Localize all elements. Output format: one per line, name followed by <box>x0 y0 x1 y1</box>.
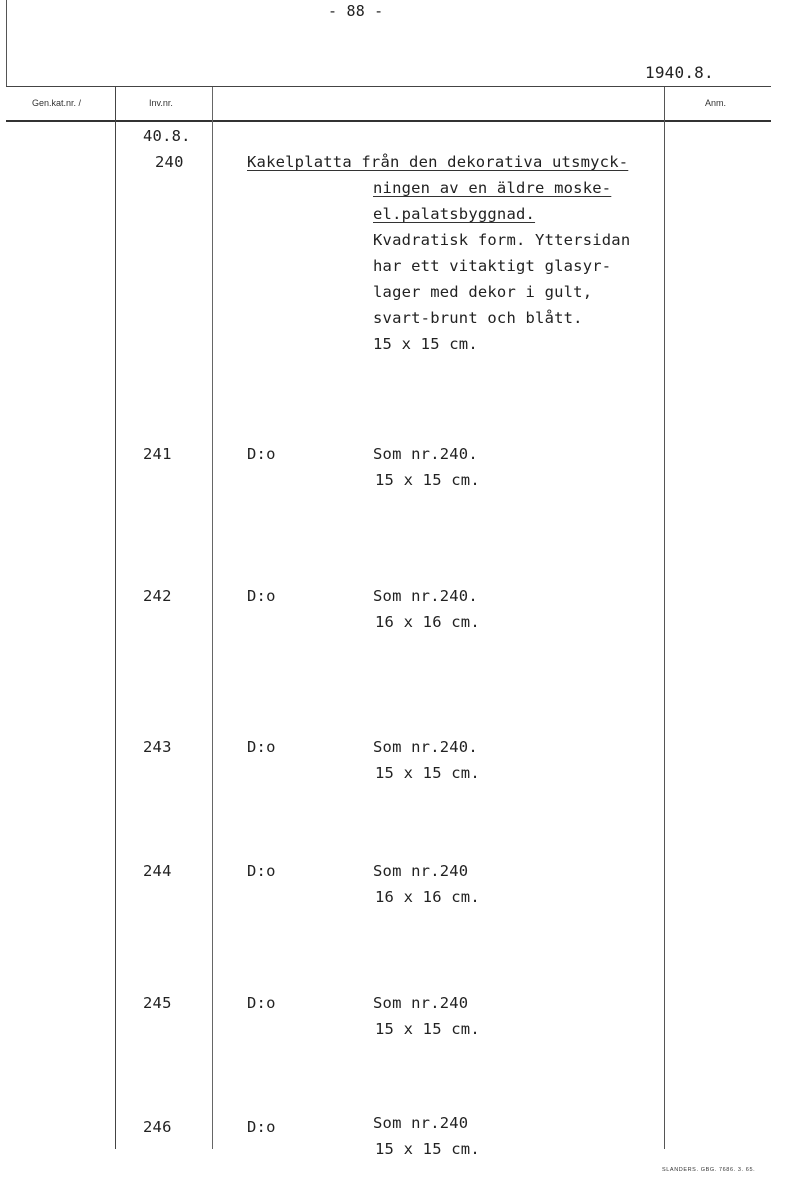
entry-245-size: 15 x 15 cm. <box>375 1020 480 1038</box>
entry-242-name: D:o <box>247 587 276 605</box>
page-number: - 88 - <box>328 2 384 20</box>
printer-mark: SLANDERS. GBG. 7686. 3. 65. <box>662 1167 756 1173</box>
header-bottom-rule <box>6 120 771 122</box>
entry-244-number: 244 <box>143 862 172 880</box>
description-line: Kvadratisk form. Yttersidan <box>373 231 631 249</box>
entry-243-number: 243 <box>143 738 172 756</box>
column-rule-inv-desc <box>212 87 213 1149</box>
entry-244-name: D:o <box>247 862 276 880</box>
entry-240-prefix: 40.8. <box>143 127 191 145</box>
column-header-anm: Anm. <box>705 98 727 108</box>
entry-246-number: 246 <box>143 1118 172 1136</box>
entry-242-size: 16 x 16 cm. <box>375 613 480 631</box>
entry-241-ref: Som nr.240. <box>373 445 478 463</box>
entry-246-size: 15 x 15 cm. <box>375 1140 480 1158</box>
left-margin-rule <box>6 0 7 86</box>
entry-245-number: 245 <box>143 994 172 1012</box>
entry-246-name: D:o <box>247 1118 276 1136</box>
column-rule-gen-inv <box>115 87 116 1149</box>
entry-240-title: Kakelplatta från den dekorativa utsmyck- <box>247 153 629 171</box>
entry-246-ref: Som nr.240 <box>373 1114 469 1132</box>
column-header-gen-kat: Gen.kat.nr. / <box>32 98 82 108</box>
entry-244-size: 16 x 16 cm. <box>375 888 480 906</box>
description-line: el.palatsbyggnad. <box>373 205 536 223</box>
description-line: 15 x 15 cm. <box>373 335 478 353</box>
entry-240-number: 240 <box>155 153 184 171</box>
year-batch: 1940.8. <box>645 63 714 82</box>
entry-245-name: D:o <box>247 994 276 1012</box>
description-line: svart-brunt och blått. <box>373 309 583 327</box>
entry-245-ref: Som nr.240 <box>373 994 469 1012</box>
entry-241-name: D:o <box>247 445 276 463</box>
entry-241-size: 15 x 15 cm. <box>375 471 480 489</box>
header-top-rule <box>6 86 771 87</box>
description-line: ningen av en äldre moske- <box>373 179 612 197</box>
entry-243-name: D:o <box>247 738 276 756</box>
entry-240-description <box>373 179 630 361</box>
entry-242-number: 242 <box>143 587 172 605</box>
entry-242-ref: Som nr.240. <box>373 587 478 605</box>
entry-241-number: 241 <box>143 445 172 463</box>
entry-243-size: 15 x 15 cm. <box>375 764 480 782</box>
description-line: lager med dekor i gult, <box>373 283 593 301</box>
entry-244-ref: Som nr.240 <box>373 862 469 880</box>
column-header-inv: Inv.nr. <box>149 98 173 108</box>
column-rule-desc-anm <box>664 87 665 1149</box>
entry-243-ref: Som nr.240. <box>373 738 478 756</box>
description-line: har ett vitaktigt glasyr- <box>373 257 612 275</box>
